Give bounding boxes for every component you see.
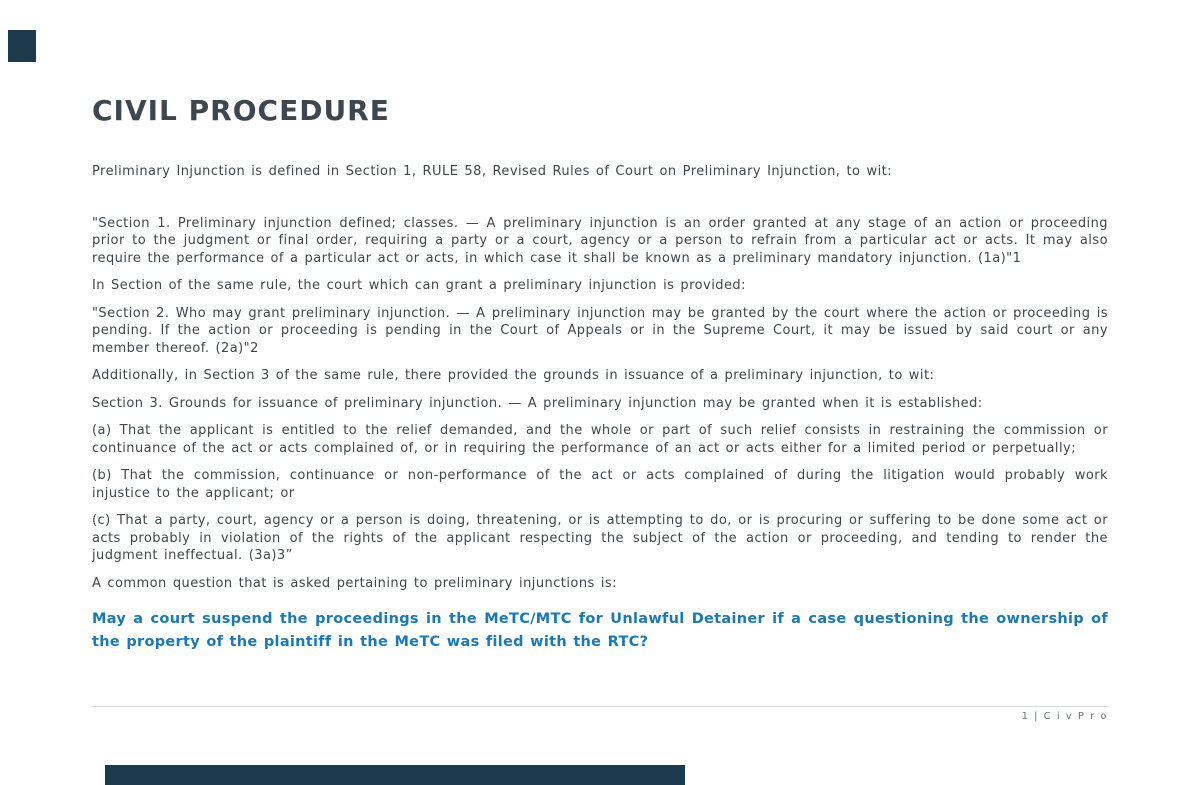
- section2-quote-paragraph: "Section 2. Who may grant preliminary injunction. — A preliminary injunction may be granted by the court where the action or proceeding is pending. If the action or proceeding is pending in the Court of Appeals or in the Supreme Court, it may be issued by said court or any member thereof. (2a)"2: [92, 305, 1108, 356]
- ground-a-paragraph: (a) That the applicant is entitled to the relief demanded, and the whole or part of such relief consists in restraining the commission or continuance of the act or acts complained of, or in requiring the performance of an act or acts either for a limited period or perpetually;: [92, 423, 1108, 456]
- ground-b-paragraph: (b) That the commission, continuance or non-performance of the act or acts complained of during the litigation would probably work injustice to the applicant; or: [92, 468, 1108, 501]
- highlighted-question-text: May a court suspend the proceedings in the MeTC/MTC for Unlawful Detainer if a case questioning the ownership of the property of the plaintiff in the MeTC was filed with the RTC?: [92, 611, 1108, 650]
- transition-paragraph-2: Additionally, in Section 3 of the same rule, there provided the grounds in issuance of a preliminary injunction, to wit:: [92, 368, 935, 383]
- section3-heading-paragraph: Section 3. Grounds for issuance of preliminary injunction. — A preliminary injunction may be granted when it is established:: [92, 395, 983, 411]
- common-question-intro-paragraph: A common question that is asked pertaining to preliminary injunctions is:: [92, 575, 617, 591]
- section1-quote-paragraph: "Section 1. Preliminary injunction defined; classes. — A preliminary injunction is an order granted at any stage of an action or proceeding prior to the judgment or final order, requiring a party or a court, agency or a person to refrain from a particular act or acts. It may also require the performance of a particular act or acts, in which case it shall be known as a preliminary mandatory injunction. (1a)"1: [92, 215, 1108, 266]
- transition-paragraph-1: In Section of the same rule, the court which can grant a preliminary injunction is provided:: [92, 278, 746, 293]
- footer-divider: [92, 706, 1108, 707]
- page-footer: [92, 706, 1108, 722]
- page-number-label: 1 | C i v P r o: [1021, 711, 1108, 722]
- ground-c-paragraph: (c) That a party, court, agency or a person is doing, threatening, or is attempting to do, or is procuring or suffering to be done some act or acts probably in violation of the rights of the applicant respecting the subject of the action or proceeding, and tending to render the judgment ineffectual. (3a)3”: [92, 513, 1108, 563]
- page-title: CIVIL PROCEDURE: [92, 94, 390, 127]
- intro-paragraph: Preliminary Injunction is defined in Section 1, RULE 58, Revised Rules of Court on Preliminary Injunction, to wit:: [92, 164, 893, 179]
- corner-accent-mark: [8, 30, 36, 62]
- document-page: [92, 94, 1108, 654]
- bottom-accent-bar: [105, 765, 685, 785]
